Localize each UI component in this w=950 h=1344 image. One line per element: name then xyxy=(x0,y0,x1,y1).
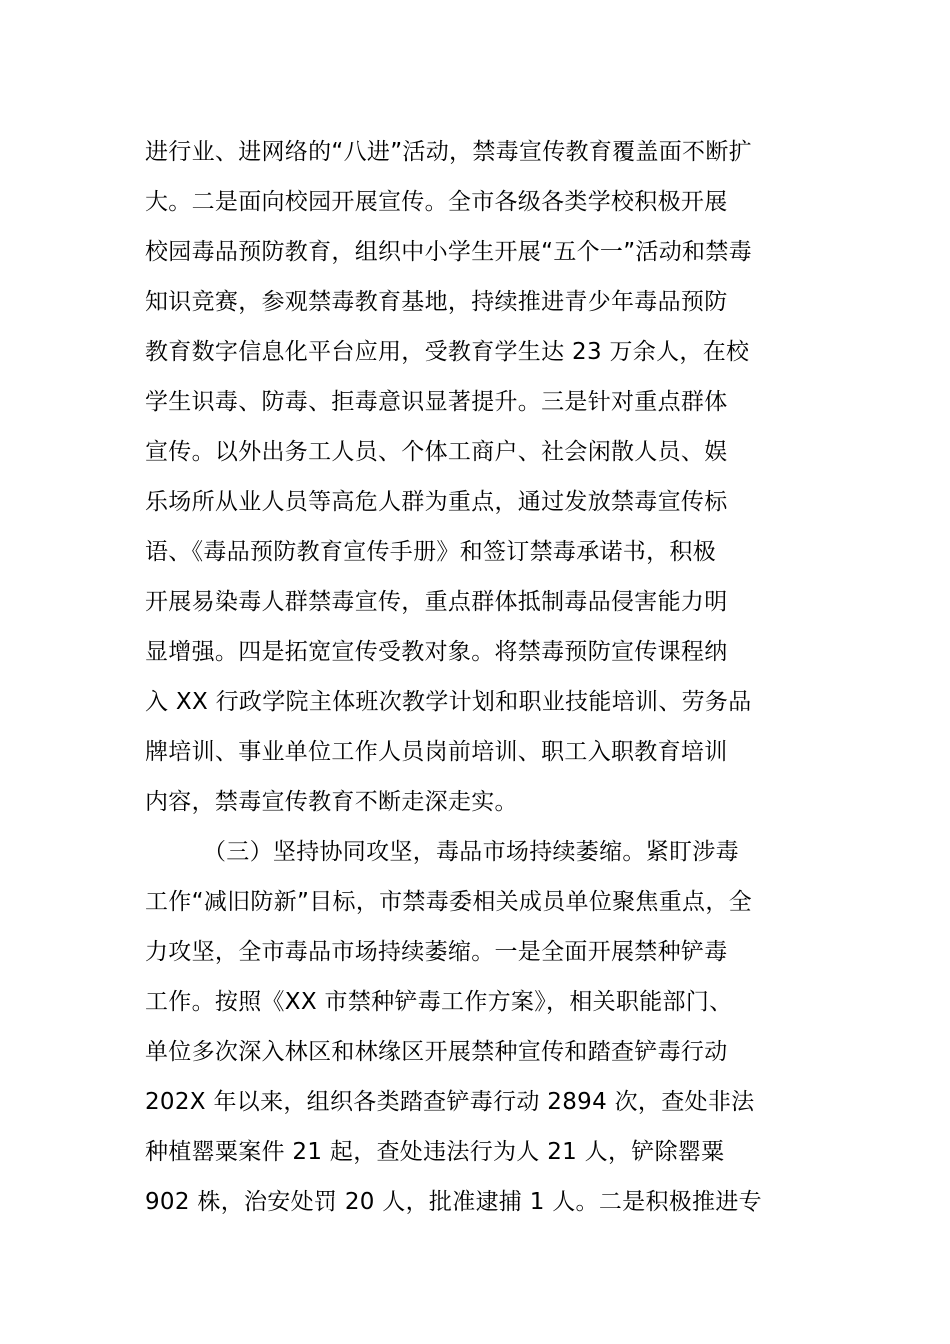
text-line: 902 株，治安处罚 20 人，批准逮捕 1 人。二是积极推进专 xyxy=(145,1189,762,1215)
text-line: 教育数字信息化平台应用，受教育学生达 23 万余人，在校 xyxy=(145,339,750,365)
text-line: 知识竞赛，参观禁毒教育基地，持续推进青少年毒品预防 xyxy=(145,289,728,315)
text-line: 校园毒品预防教育，组织中小学生开展“五个一”活动和禁毒 xyxy=(145,239,752,265)
body-text xyxy=(145,127,810,1227)
text-line: 语、《毒品预防教育宣传手册》和签订禁毒承诺书，积极 xyxy=(145,539,716,565)
text-line: 牌培训、事业单位工作人员岗前培训、职工入职教育培训 xyxy=(145,739,728,765)
text-line: 力攻坚，全市毒品市场持续萎缩。一是全面开展禁种铲毒 xyxy=(145,939,728,965)
text-line: 工作。按照《XX 市禁种铲毒工作方案》，相关职能部门、 xyxy=(145,989,733,1015)
text-line: 内容，禁毒宣传教育不断走深走实。 xyxy=(145,789,518,815)
text-line: 种植罂粟案件 21 起，查处违法行为人 21 人，铲除罂粟 xyxy=(145,1139,725,1165)
text-line: 工作“减旧防新”目标，市禁毒委相关成员单位聚焦重点，全 xyxy=(145,889,752,915)
text-line: 202X 年以来，组织各类踏查铲毒行动 2894 次，查处非法 xyxy=(145,1089,755,1115)
section-heading-line: （三）坚持协同攻坚，毒品市场持续萎缩。紧盯涉毒 xyxy=(203,839,739,865)
text-line: 学生识毒、防毒、拒毒意识显著提升。三是针对重点群体 xyxy=(145,389,728,415)
text-line: 乐场所从业人员等高危人群为重点，通过发放禁毒宣传标 xyxy=(145,489,728,515)
text-line: 显增强。四是拓宽宣传受教对象。将禁毒预防宣传课程纳 xyxy=(145,639,728,665)
text-line: 开展易染毒人群禁毒宣传，重点群体抵制毒品侵害能力明 xyxy=(145,589,728,615)
text-line: 单位多次深入林区和林缘区开展禁种宣传和踏查铲毒行动 xyxy=(145,1039,728,1065)
text-line: 宣传。以外出务工人员、个体工商户、社会闲散人员、娱 xyxy=(145,439,728,465)
text-line: 进行业、进网络的“八进”活动，禁毒宣传教育覆盖面不断扩 xyxy=(145,139,752,165)
text-line: 大。二是面向校园开展宣传。全市各级各类学校积极开展 xyxy=(145,189,728,215)
text-line: 入 XX 行政学院主体班次教学计划和职业技能培训、劳务品 xyxy=(145,689,752,715)
